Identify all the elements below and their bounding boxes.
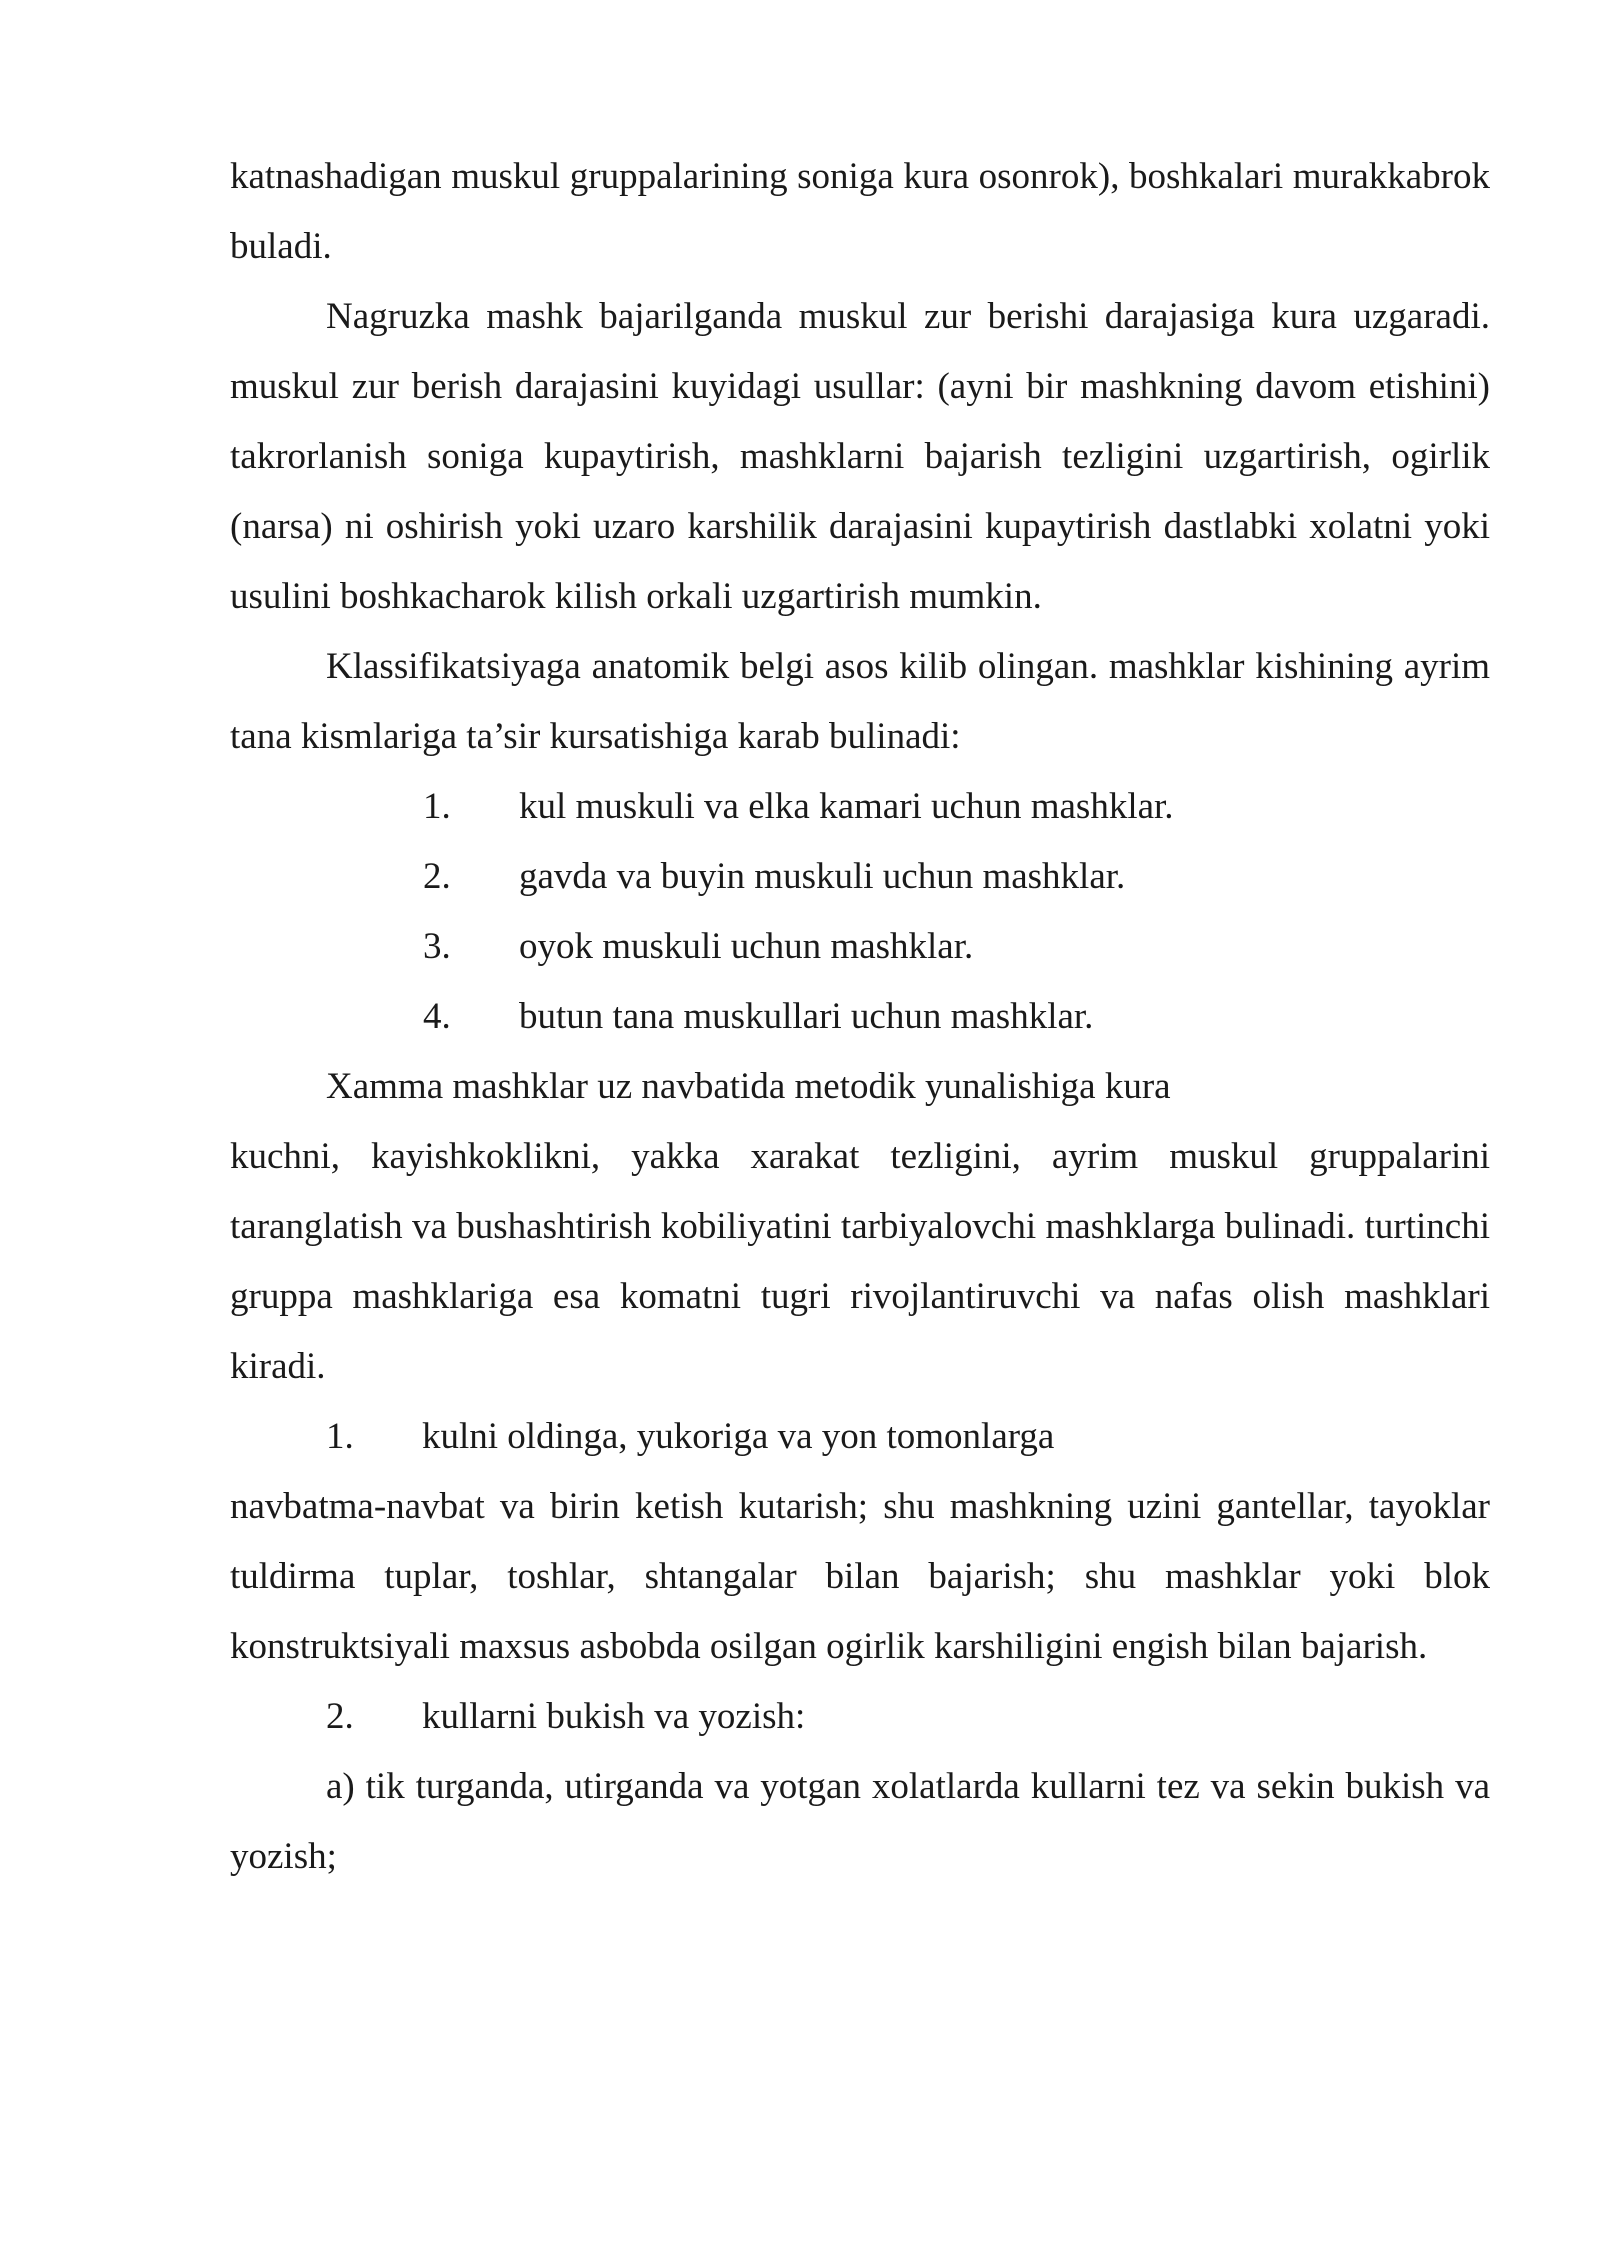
list-text: kullarni bukish va yozish: — [422, 1696, 806, 1737]
list-text: oyok muskuli uchun mashklar. — [519, 926, 974, 967]
list-number: 4. — [423, 996, 451, 1037]
paragraph-3: Klassifikatsiyaga anatomik belgi asos kilib olingan. mashklar kishining ayrim tana kismlariga ta’sir kursatishiga karab bulinadi: — [230, 646, 1490, 757]
list-item — [230, 842, 1490, 912]
exercise-item-1-body: navbatma-navbat va birin ketish kutarish; shu mashkning uzini gantellar, tayoklar tuldirma tuplar, toshlar, shtangalar bilan bajarish; shu mashklar yoki blok konstruktsiyali maxsus asbobda osilgan ogirlik karshiligini engish bilan bajarish. — [230, 1486, 1490, 1667]
exercise-item-2 — [230, 1682, 1490, 1752]
list-item — [230, 772, 1490, 842]
list-item — [230, 912, 1490, 982]
list-number: 1. — [326, 1416, 354, 1457]
document-body — [230, 142, 1490, 1892]
list-text: gavda va buyin muskuli uchun mashklar. — [519, 856, 1126, 897]
list-number: 3. — [423, 926, 451, 967]
paragraph-4-body: kuchni, kayishkoklikni, yakka xarakat tezligini, ayrim muskul gruppalarini taranglatish va bushashtirish kobiliyatini tarbiyalovchi mashklarga bulinadi. turtinchi gruppa mashklariga esa komatni tugri rivojlantiruvchi va nafas olish mashklari kiradi. — [230, 1136, 1490, 1387]
paragraph-5: a) tik turganda, utirganda va yotgan xolatlarda kullarni tez va sekin bukish va yozish; — [230, 1766, 1490, 1877]
list-text: kulni oldinga, yukoriga va yon tomonlarga — [422, 1416, 1055, 1457]
list-number: 2. — [423, 856, 451, 897]
anatomic-list — [230, 772, 1490, 1052]
list-text: butun tana muskullari uchun mashklar. — [519, 996, 1094, 1037]
paragraph-2: Nagruzka mashk bajarilganda muskul zur berishi darajasiga kura uzgaradi. muskul zur berish darajasini kuyidagi usullar: (ayni bir mashkning davom etishini) takrorlanish soniga kupaytirish, mashklarni bajarish tezligini uzgartirish, ogirlik (narsa) ni oshirish yoki uzaro karshilik darajasini kupaytirish dastlabki xolatni yoki usulini boshkacharok kilish orkali uzgartirish mumkin. — [230, 296, 1490, 617]
paragraph-4-first-line: Xamma mashklar uz navbatida metodik yunalishiga kura — [326, 1066, 1171, 1107]
list-text: kul muskuli va elka kamari uchun mashklar. — [519, 786, 1174, 827]
list-item — [230, 982, 1490, 1052]
exercise-item-1 — [230, 1402, 1490, 1472]
list-number: 2. — [326, 1696, 354, 1737]
list-number: 1. — [423, 786, 451, 827]
paragraph-1: katnashadigan muskul gruppalarining soniga kura osonrok), boshkalari murakkabrok buladi. — [230, 156, 1490, 267]
